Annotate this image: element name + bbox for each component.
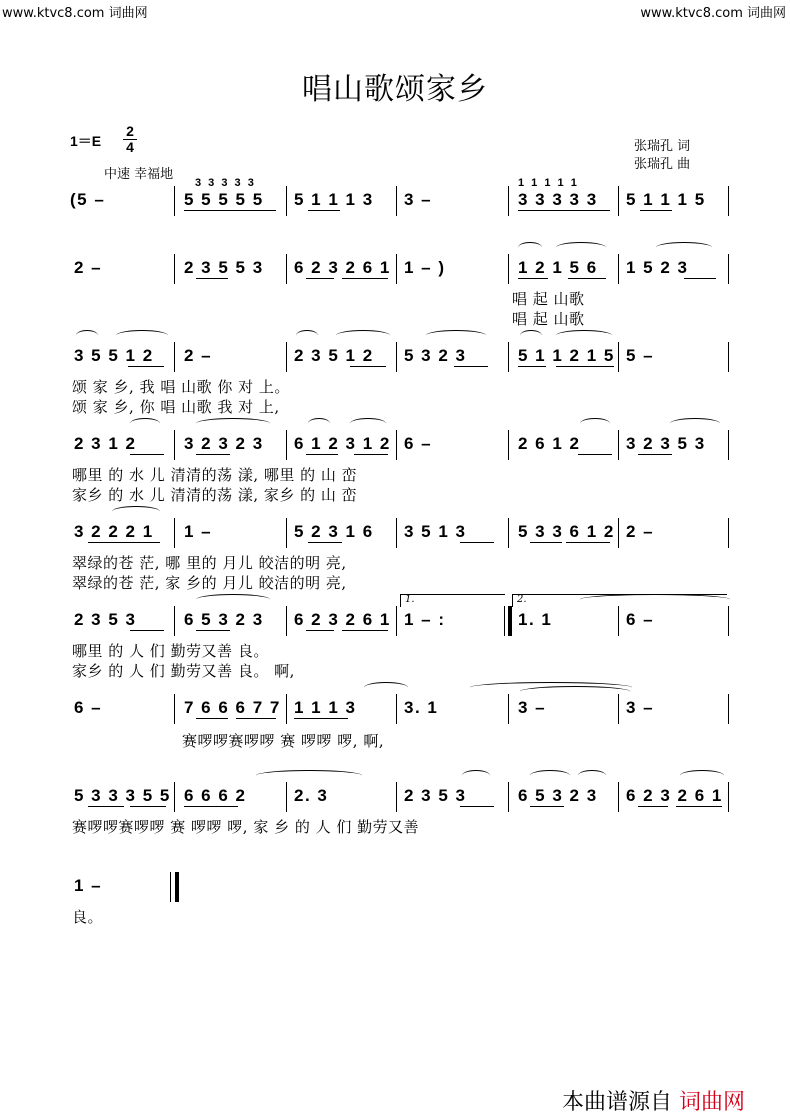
measure: 5 2 3 1 6 [294, 522, 374, 541]
measure: 5 1 1 1 3 [294, 190, 374, 209]
first-ending-label: 1. [405, 594, 415, 605]
measure: 7 6 6 6 7 7 [184, 698, 281, 717]
key-signature: 1＝E [70, 133, 102, 149]
measure: 3 – [404, 190, 433, 209]
site-watermark-left: www.ktvc8.com 词曲网 [2, 6, 148, 21]
measure: 2. 3 [294, 786, 329, 805]
measure: 5 1 1 2 1 5 [518, 346, 615, 365]
measure: 5 5 5 5 5 [184, 190, 264, 209]
grace-notes-1: 3 3 3 3 3 [195, 177, 256, 189]
staff-line-5 [70, 518, 730, 548]
lyric-verse-2: 家乡 的 人 们 勤劳又善 良。 啊, [72, 662, 295, 680]
lyricist-credit: 张瑞孔 词 [634, 139, 691, 154]
lyric-line: 良。 [72, 908, 104, 926]
measure: 2 – [74, 258, 103, 277]
staff-line-3 [70, 342, 730, 372]
measure: 6 – [74, 698, 103, 717]
lyric-verse-2: 家乡 的 水 儿 清清的荡 漾, 家乡 的 山 峦 [72, 486, 358, 504]
measure: 2 3 5 3 [404, 786, 467, 805]
measure: 2 – [626, 522, 655, 541]
measure: 1 5 2 3 [626, 258, 689, 277]
measure: 6 – [404, 434, 433, 453]
measure: 6 5 3 2 3 [184, 610, 264, 629]
measure: 3 2 3 5 3 [626, 434, 706, 453]
grace-notes-2: 1 1 1 1 1 [518, 177, 579, 189]
footer-source [562, 1085, 745, 1116]
time-signature-top: 2 [126, 123, 134, 139]
measure: 5 3 2 3 [404, 346, 467, 365]
staff-line-1 [70, 186, 730, 216]
lyric-verse-1: 唱 起 山歌 [512, 290, 585, 308]
footer-brand: 词曲网 [679, 1090, 746, 1115]
measure: 5 – [626, 346, 655, 365]
staff-line-7 [70, 694, 730, 724]
second-ending-label: 2. [517, 594, 527, 605]
measure: 6 5 3 2 3 [518, 786, 598, 805]
time-signature-bottom: 4 [126, 139, 134, 155]
site-watermark-right: www.ktvc8.com 词曲网 [640, 6, 786, 21]
measure: 3. 1 [404, 698, 439, 717]
staff-line-9 [70, 872, 190, 902]
measure: 1 – ) [404, 258, 446, 277]
staff-line-6 [70, 594, 730, 636]
staff-line-4 [70, 430, 730, 460]
staff-line-2 [70, 254, 730, 284]
song-title: 唱山歌颂家乡 [302, 72, 488, 107]
lyric-verse-1: 颂 家 乡, 我 唱 山歌 你 对 上。 [72, 378, 290, 396]
measure: 1 2 1 5 6 [518, 258, 598, 277]
lyric-verse-1: 翠绿的苍 茫, 哪 里的 月儿 皎洁的明 亮, [72, 554, 347, 572]
measure: 5 1 1 1 5 [626, 190, 706, 209]
measure: 2 3 1 2 [74, 434, 137, 453]
measure: 6 2 3 2 6 1 [626, 786, 723, 805]
measure: 3 – [518, 698, 547, 717]
tempo-marking: 中速 幸福地 [104, 167, 174, 182]
lyric-verse-2: 唱 起 山歌 [512, 310, 585, 328]
measure: 6 – [626, 610, 655, 629]
measure: 3 5 1 3 [404, 522, 467, 541]
measure: 3 5 5 1 2 [74, 346, 154, 365]
lyric-line: 赛啰啰赛啰啰 赛 啰啰 啰, 啊, [182, 732, 385, 750]
measure: 1 – : [404, 610, 446, 629]
measure: 3 2 3 2 3 [184, 434, 264, 453]
lyric-line: 赛啰啰赛啰啰 赛 啰啰 啰, 家 乡 的 人 们 勤劳又善 [72, 818, 420, 836]
measure: 2 3 5 5 3 [184, 258, 264, 277]
measure: 6 1 2 3 1 2 [294, 434, 391, 453]
time-signature [123, 125, 137, 154]
lyric-verse-2: 颂 家 乡, 你 唱 山歌 我 对 上, [72, 398, 280, 416]
measure: 3 – [626, 698, 655, 717]
measure: 3 2 2 2 1 [74, 522, 154, 541]
lyric-verse-2: 翠绿的苍 茫, 家 乡的 月儿 皎洁的明 亮, [72, 574, 347, 592]
lyric-verse-1: 哪里 的 水 儿 清清的荡 漾, 哪里 的 山 峦 [72, 466, 358, 484]
footer-source-label: 本曲谱源自 [562, 1090, 673, 1115]
measure: 2 3 5 3 [74, 610, 137, 629]
composer-credit: 张瑞孔 曲 [634, 157, 691, 172]
measure: 3 3 3 3 3 [518, 190, 598, 209]
measure: (5 – [70, 190, 106, 209]
measure: 6 2 3 2 6 1 [294, 610, 391, 629]
measure: 2 – [184, 346, 213, 365]
measure: 2 6 1 2 [518, 434, 581, 453]
measure: 1 – [74, 876, 103, 895]
measure: 6 2 3 2 6 1 [294, 258, 391, 277]
first-ending-bracket [400, 594, 505, 607]
measure: 2 3 5 1 2 [294, 346, 374, 365]
lyric-verse-1: 哪里 的 人 们 勤劳又善 良。 [72, 642, 269, 660]
measure: 5 3 3 3 5 5 [74, 786, 171, 805]
measure: 1 1 1 3 [294, 698, 357, 717]
measure: 6 6 6 2 [184, 786, 247, 805]
measure: 1. 1 [518, 610, 553, 629]
staff-line-8 [70, 782, 730, 812]
measure: 5 3 3 6 1 2 [518, 522, 615, 541]
measure: 1 – [184, 522, 213, 541]
